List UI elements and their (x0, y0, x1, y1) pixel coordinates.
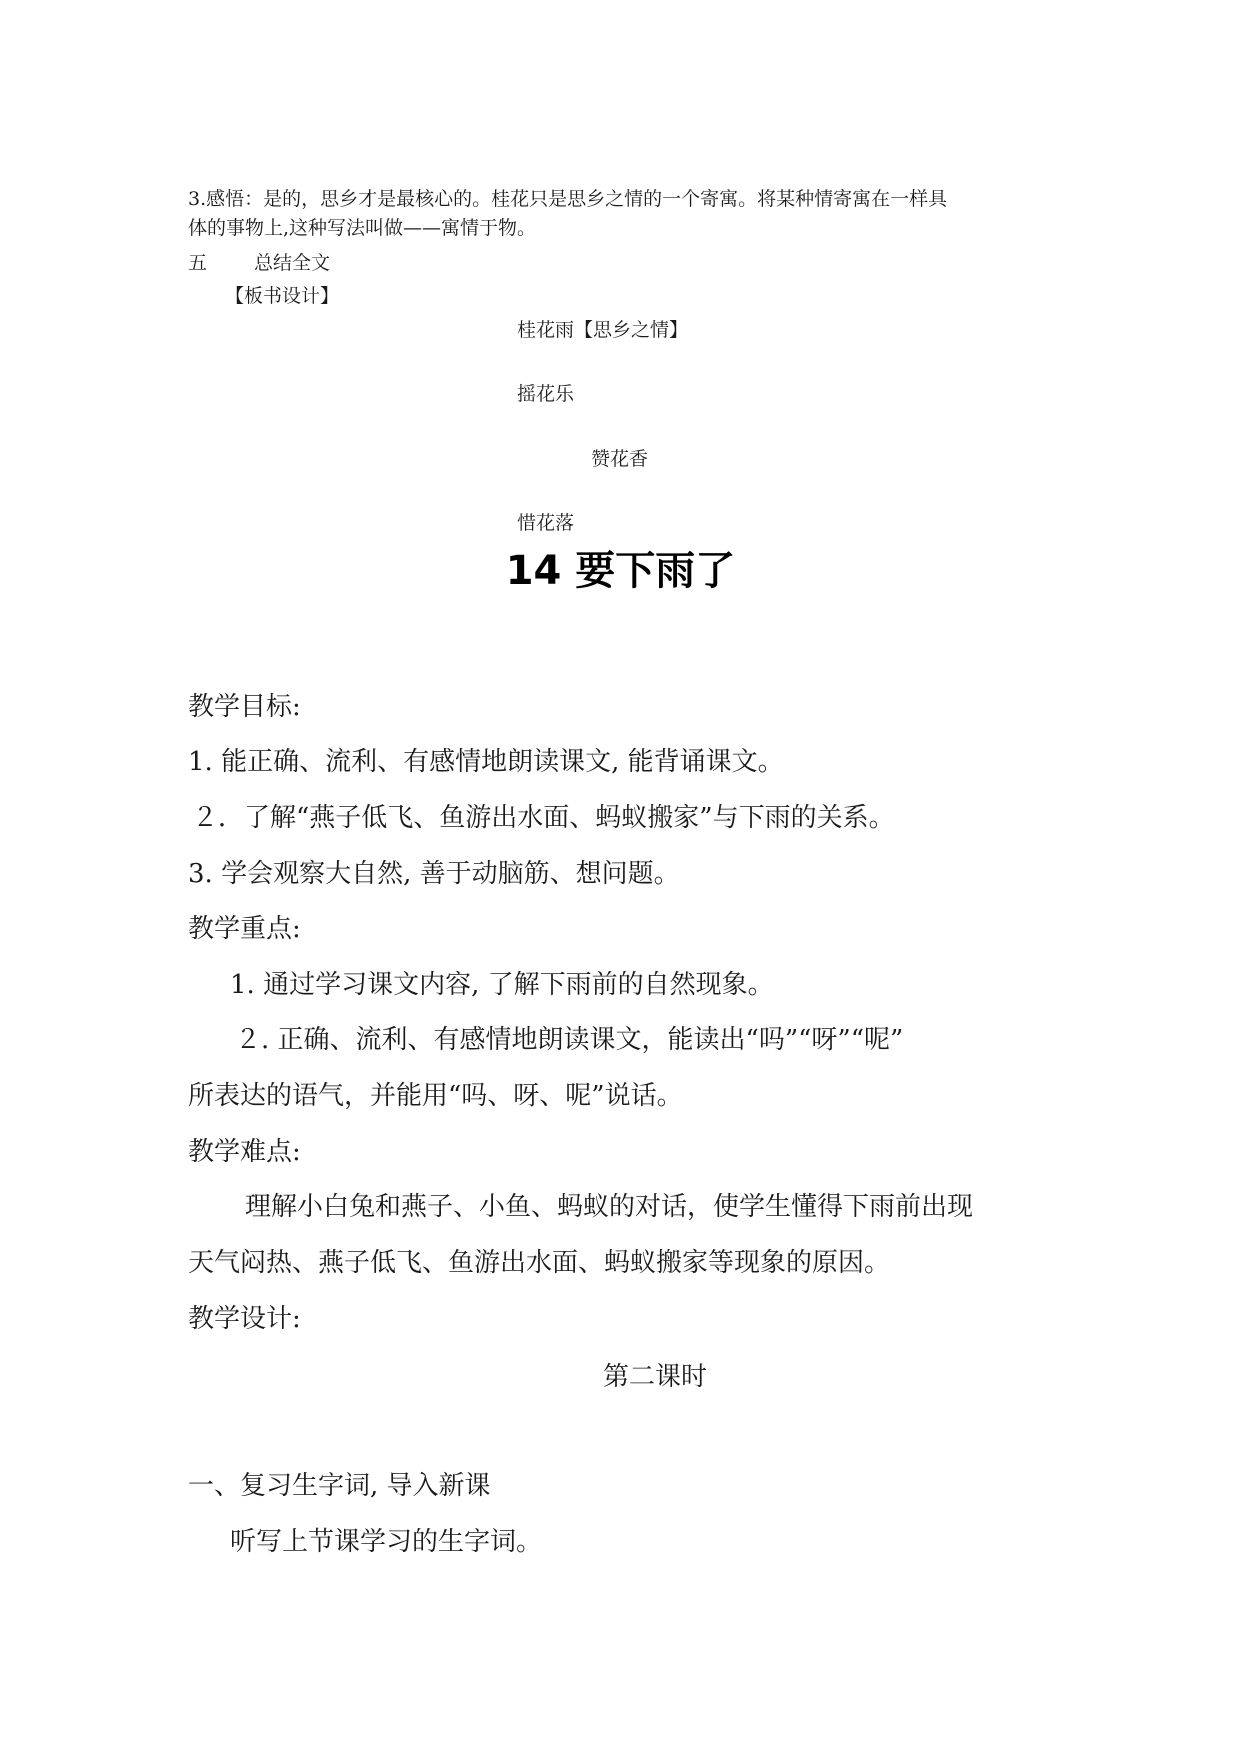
goals-heading: 教学目标: (188, 692, 301, 722)
difficulty-heading: 教学难点: (188, 1137, 301, 1167)
section-heading: 总结全文 (254, 252, 331, 274)
goal-3: 3. 学会观察大自然, 善于动脑筋、想问题。 (188, 859, 680, 889)
difficulty-line-1: 理解小白兔和燕子、小鱼、蚂蚁的对话，使学生懂得下雨前出现 (245, 1192, 974, 1222)
lesson-title: 14 要下雨了 (505, 548, 736, 594)
board-design-label: 【板书设计】 (225, 285, 340, 307)
step-1-heading: 一、复习生字词, 导入新课 (188, 1471, 491, 1501)
goal-2: ２．了解“燕子低飞、鱼游出水面、蚂蚁搬家”与下雨的关系。 (192, 803, 895, 833)
key-point-2-line-2: 所表达的语气，并能用“吗、呀、呢”说话。 (188, 1081, 683, 1111)
board-item-3: 惜花落 (517, 512, 575, 534)
key-points-heading: 教学重点: (188, 914, 301, 944)
board-main-topic: 桂花雨【思乡之情】 (517, 319, 689, 341)
key-point-1: 1. 通过学习课文内容, 了解下雨前的自然现象。 (230, 970, 774, 1000)
board-item-1: 摇花乐 (517, 383, 575, 405)
class-period: 第二课时 (603, 1362, 708, 1392)
goal-1: 1. 能正确、流利、有感情地朗读课文, 能背诵课文。 (188, 747, 784, 777)
design-heading: 教学设计: (188, 1304, 301, 1334)
board-item-2: 赞花香 (591, 448, 649, 470)
key-point-2-line-1: ２. 正确、流利、有感情地朗读课文，能读出“吗”“呀”“呢” (235, 1025, 904, 1055)
insight-line-1: 3.感悟：是的，思乡才是最核心的。桂花只是思乡之情的一个寄寓。将某种情寄寓在一样具 (188, 188, 948, 210)
insight-line-2: 体的事物上,这种写法叫做——寓情于物。 (188, 217, 537, 239)
section-number: 五 (188, 252, 208, 274)
step-1-text: 听写上节课学习的生字词。 (230, 1527, 543, 1557)
difficulty-line-2: 天气闷热、燕子低飞、鱼游出水面、蚂蚁搬家等现象的原因。 (188, 1248, 891, 1278)
